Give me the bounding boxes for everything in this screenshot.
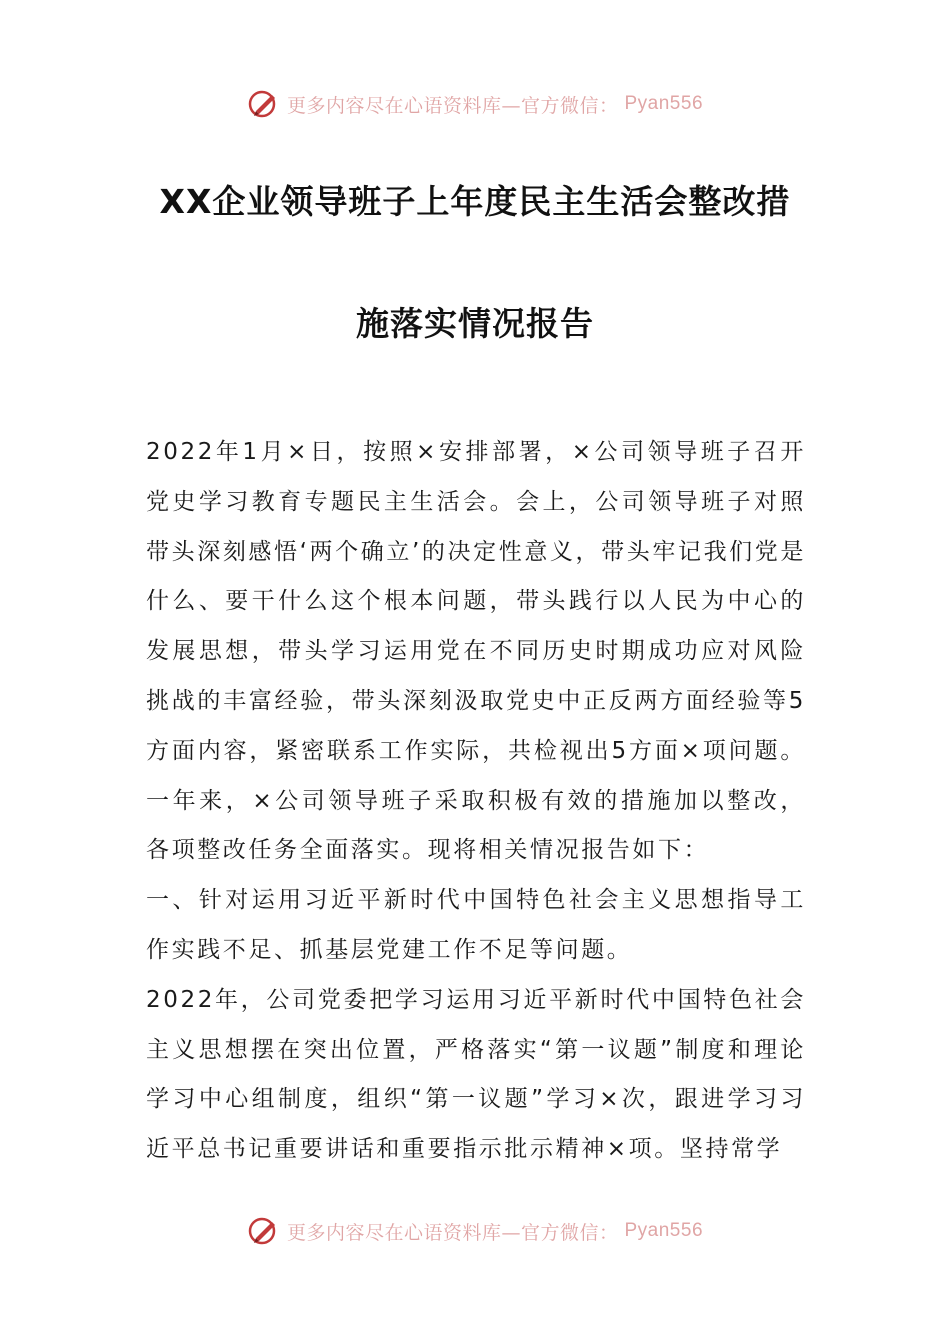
header-watermark [0,84,950,124]
paragraph-section-body: 2022年，公司党委把学习运用习近平新时代中国特色社会主义思想摆在突出位置，严格落实“第一议题”制度和理论学习中心组制度，组织“第一议题”学习×次，跟进学习习近平总书记重要讲话和重要指示批示精神×项。坚持常学 [146,986,806,1163]
paragraph-intro: 2022年1月×日，按照×安排部署，×公司领导班子召开党史学习教育专题民主生活会。会上，公司领导班子对照带头深刻感悟‘两个确立’的决定性意义，带头牢记我们党是什么、要干什么这个根本问题，带头践行以人民为中心的发展思想，带头学习运用党在不同历史时期成功应对风险挑战的丰富经验，带头深刻汲取党史中正反两方面经验等5方面内容，紧密联系工作实际，共检视出5方面×项问题。一年来，×公司领导班子采取积极有效的措施加以整改，各项整改任务全面落实。现将相关情况报告如下： [146,439,806,864]
pen-logo-icon [247,87,281,121]
watermark-wechat-id: Pyan556 [624,93,704,114]
watermark-text: 更多内容尽在心语资料库—官方微信： [286,1221,619,1244]
document-title-line-2: 施落实情况报告 [356,304,594,343]
watermark-wechat-id: Pyan556 [624,1220,704,1241]
document-body [146,428,806,1175]
document-title-line-1: XX企业领导班子上年度民主生活会整改措 [159,182,791,221]
pen-logo-icon [247,1214,281,1248]
paragraph-section-heading: 一、针对运用习近平新时代中国特色社会主义思想指导工作实践不足、抓基层党建工作不足等问题。 [146,887,806,963]
footer-watermark [0,1211,950,1251]
watermark-text: 更多内容尽在心语资料库—官方微信： [286,94,619,117]
